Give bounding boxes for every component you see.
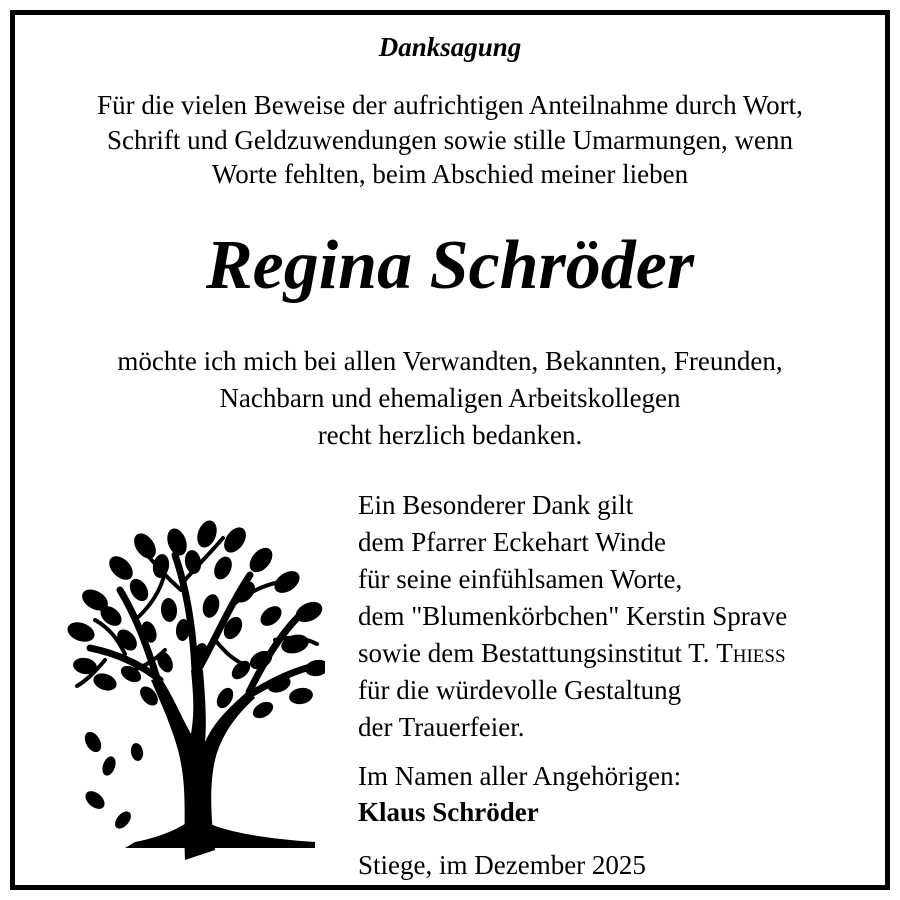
- deceased-name: Regina Schröder: [205, 227, 695, 304]
- special-thanks-line: für die würdevolle Gestaltung: [358, 675, 682, 705]
- special-thanks-line: für seine einfühlsamen Worte,: [358, 564, 683, 594]
- special-thanks-text: sowie dem Bestattungsinstitut T.: [358, 638, 717, 668]
- signer-name: Klaus Schröder: [358, 797, 539, 827]
- intro-line: Für die vielen Beweise der aufrichtigen Anteilnahme durch Wort,: [97, 90, 803, 120]
- intro-line: Schrift und Geldzuwendungen sowie stille Umarmungen, wenn: [106, 124, 794, 155]
- special-thanks-line: der Trauerfeier.: [358, 712, 525, 742]
- on-behalf-text: Im Namen aller Angehörigen:: [358, 761, 682, 791]
- special-thanks: [358, 487, 787, 746]
- special-thanks-line: Ein Besonderer Dank gilt: [358, 490, 634, 520]
- intro-line: Worte fehlten, beim Abschied meiner lieben: [211, 159, 689, 189]
- place-date: Stiege, im Dezember 2025: [358, 850, 646, 880]
- thanks-line: recht herzlich bedanken.: [317, 420, 583, 450]
- tree-with-falling-leaves-icon: [65, 520, 325, 860]
- funeral-home-name: Thieß: [716, 638, 786, 668]
- thanks-line: Nachbarn und ehemaligen Arbeitskollegen: [219, 383, 681, 413]
- thanks-line: möchte ich mich bei allen Verwandten, Bekannten, Freunden,: [117, 346, 783, 376]
- signature-block: [358, 758, 681, 830]
- special-thanks-line: [358, 635, 787, 672]
- thanks-text: [15, 343, 885, 454]
- intro-text: [15, 88, 885, 192]
- special-thanks-line: dem Pfarrer Eckehart Winde: [358, 527, 667, 557]
- special-thanks-line: dem "Blumenkörbchen" Kerstin Sprave: [358, 601, 788, 631]
- obituary-notice: [10, 10, 890, 890]
- heading: Danksagung: [378, 32, 522, 62]
